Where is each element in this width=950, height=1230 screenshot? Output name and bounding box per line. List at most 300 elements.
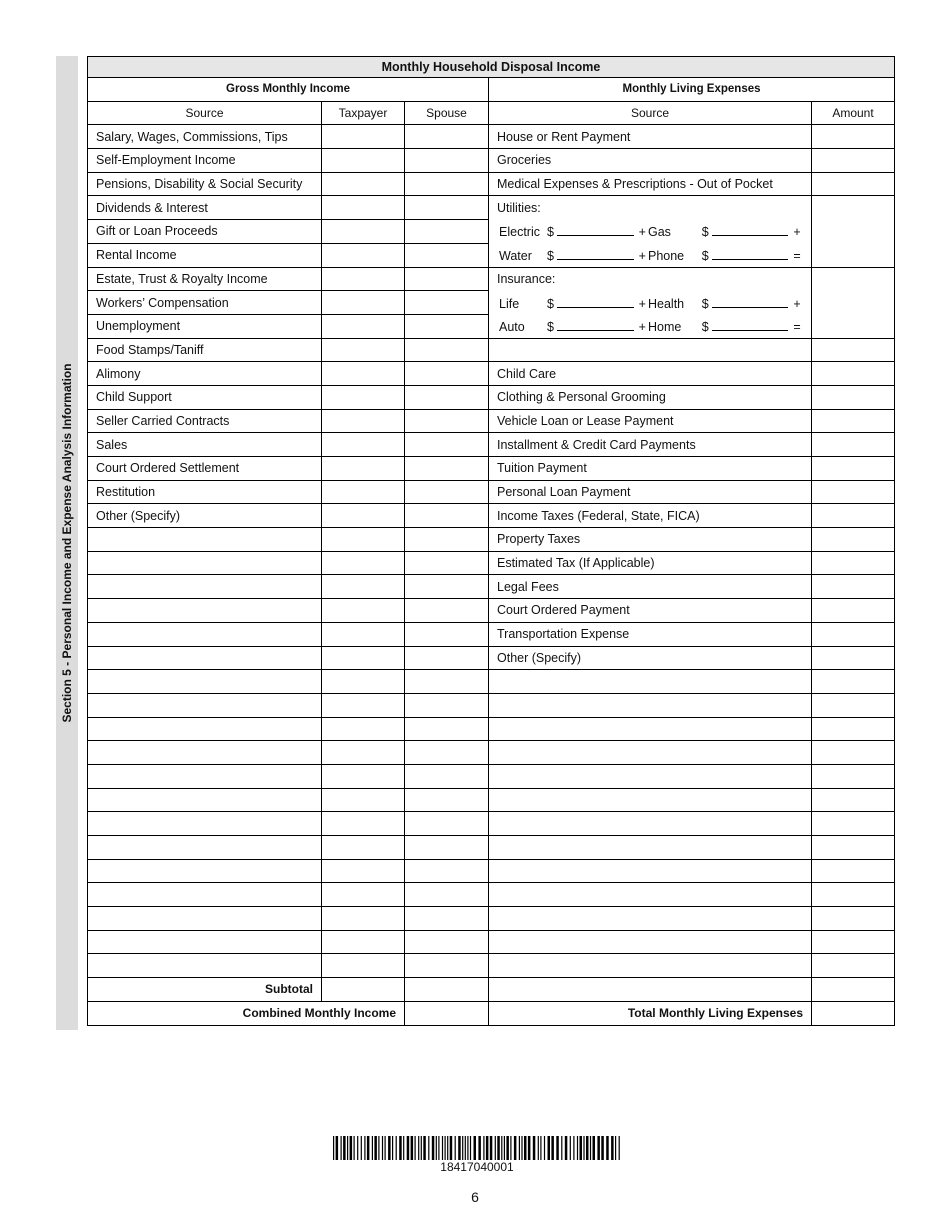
barcode-bar	[411, 1136, 414, 1160]
taxpayer-amount-cell[interactable]	[322, 457, 405, 481]
operator-sign: =	[793, 248, 801, 263]
barcode-bar	[583, 1136, 584, 1160]
spouse-amount-cell[interactable]	[405, 575, 489, 599]
barcode-bar	[447, 1136, 448, 1160]
table-row	[88, 670, 895, 694]
breakdown-label: Phone	[647, 248, 685, 263]
expense-amount-cell[interactable]	[812, 575, 895, 599]
plus-sign: +	[638, 319, 646, 334]
income-source-cell: Salary, Wages, Commissions, Tips	[88, 125, 322, 149]
income-source-cell: Dividends & Interest	[88, 196, 322, 220]
barcode-bar	[606, 1136, 609, 1160]
table-row	[88, 717, 895, 741]
expense-amount-cell[interactable]	[812, 362, 895, 386]
expense-source-cell[interactable]	[489, 883, 812, 907]
income-source-cell[interactable]	[88, 883, 322, 907]
taxpayer-amount-cell[interactable]	[322, 362, 405, 386]
taxpayer-amount-cell[interactable]	[322, 788, 405, 812]
barcode-bar	[521, 1136, 522, 1160]
expense-source-cell: Property Taxes	[489, 528, 812, 552]
spouse-amount-cell[interactable]	[405, 504, 489, 528]
taxpayer-amount-cell[interactable]	[322, 883, 405, 907]
barcode-bar	[455, 1136, 456, 1160]
income-source-cell[interactable]	[88, 907, 322, 931]
barcode-bar	[474, 1136, 477, 1160]
barcode-bar	[432, 1136, 435, 1160]
expense-amount-cell[interactable]	[812, 338, 895, 362]
barcode-bar	[593, 1136, 596, 1160]
expense-breakdown-cell	[489, 243, 812, 267]
barcode-bar	[407, 1136, 410, 1160]
expense-amount-cell[interactable]	[812, 646, 895, 670]
taxpayer-amount-cell[interactable]	[322, 291, 405, 315]
combined-income-cell[interactable]	[405, 1001, 489, 1025]
expense-source-cell[interactable]	[489, 859, 812, 883]
plus-sign: +	[638, 225, 646, 240]
expense-amount-cell[interactable]	[812, 836, 895, 860]
barcode-bar	[374, 1136, 377, 1160]
taxpayer-amount-cell[interactable]	[322, 741, 405, 765]
amount-blank[interactable]	[557, 223, 634, 236]
table-row	[88, 907, 895, 931]
operator-sign: +	[793, 225, 801, 240]
expense-breakdown-line	[497, 318, 803, 334]
expense-amount-cell[interactable]	[812, 670, 895, 694]
amount-blank[interactable]	[557, 295, 634, 308]
operator-sign: =	[793, 319, 801, 334]
table-row	[88, 409, 895, 433]
spouse-amount-cell[interactable]	[405, 433, 489, 457]
expense-breakdown-line	[497, 247, 803, 263]
expense-amount-cell[interactable]	[812, 978, 895, 1002]
spouse-amount-cell[interactable]	[405, 788, 489, 812]
table-row	[88, 693, 895, 717]
spouse-amount-cell[interactable]	[405, 243, 489, 267]
taxpayer-amount-cell[interactable]	[322, 812, 405, 836]
amount-blank[interactable]	[712, 223, 789, 236]
expense-source-cell: Installment & Credit Card Payments	[489, 433, 812, 457]
income-source-cell: Pensions, Disability & Social Security	[88, 172, 322, 196]
taxpayer-amount-cell[interactable]	[322, 409, 405, 433]
barcode-bar	[490, 1136, 493, 1160]
barcode-bar	[418, 1136, 419, 1160]
income-source-cell[interactable]	[88, 812, 322, 836]
income-source-cell[interactable]	[88, 741, 322, 765]
dollar-sign: $	[547, 225, 554, 240]
table-row	[88, 172, 895, 196]
expense-amount-cell[interactable]	[812, 883, 895, 907]
table-row	[88, 954, 895, 978]
expense-source-cell: Medical Expenses & Prescriptions - Out of Pocket	[489, 172, 812, 196]
spouse-amount-cell[interactable]	[405, 291, 489, 315]
amount-blank[interactable]	[557, 247, 634, 260]
barcode-bar	[350, 1136, 353, 1160]
barcode-bar	[514, 1136, 517, 1160]
spouse-amount-cell[interactable]	[405, 220, 489, 244]
spouse-amount-cell[interactable]	[405, 717, 489, 741]
taxpayer-amount-cell[interactable]	[322, 267, 405, 291]
expense-source-cell: Income Taxes (Federal, State, FICA)	[489, 504, 812, 528]
income-source-cell[interactable]	[88, 764, 322, 788]
income-source-cell[interactable]	[88, 859, 322, 883]
section-label: Section 5 - Personal Income and Expense Analysis Information	[60, 363, 74, 723]
table-row	[88, 575, 895, 599]
expense-amount-cell[interactable]	[812, 622, 895, 646]
spouse-amount-cell[interactable]	[405, 480, 489, 504]
taxpayer-amount-cell[interactable]	[322, 599, 405, 623]
taxpayer-amount-cell[interactable]	[322, 314, 405, 338]
taxpayer-amount-cell[interactable]	[322, 836, 405, 860]
amount-blank[interactable]	[712, 295, 789, 308]
income-source-cell[interactable]	[88, 575, 322, 599]
dollar-sign: $	[701, 248, 709, 263]
barcode-bar	[382, 1136, 383, 1160]
expense-amount-cell[interactable]	[812, 457, 895, 481]
spouse-amount-cell[interactable]	[405, 646, 489, 670]
expense-source-cell[interactable]	[489, 670, 812, 694]
dollar-sign: $	[701, 225, 709, 240]
taxpayer-amount-cell[interactable]	[322, 172, 405, 196]
income-source-cell[interactable]	[88, 551, 322, 575]
expense-source-cell[interactable]	[489, 954, 812, 978]
expense-source-cell[interactable]	[489, 978, 812, 1002]
spouse-amount-cell[interactable]	[405, 196, 489, 220]
barcode-bar	[590, 1136, 591, 1160]
income-source-cell[interactable]	[88, 528, 322, 552]
dollar-sign: $	[701, 296, 709, 311]
taxpayer-header: Taxpayer	[322, 101, 405, 125]
table-row	[88, 883, 895, 907]
table-row	[88, 385, 895, 409]
expense-source-header: Source	[489, 101, 812, 125]
expense-source-cell[interactable]	[489, 836, 812, 860]
barcode-bar	[423, 1136, 426, 1160]
barcode-bar	[573, 1136, 574, 1160]
barcode-bar	[580, 1136, 583, 1160]
expense-source-cell: Legal Fees	[489, 575, 812, 599]
income-source-cell: Court Ordered Settlement	[88, 457, 322, 481]
barcode-bar	[577, 1136, 578, 1160]
spouse-amount-cell[interactable]	[405, 267, 489, 291]
expense-amount-cell[interactable]	[812, 812, 895, 836]
taxpayer-amount-cell[interactable]	[322, 385, 405, 409]
subtotal-spouse-cell[interactable]	[405, 978, 489, 1002]
taxpayer-amount-cell[interactable]	[322, 243, 405, 267]
barcode-bar	[538, 1136, 539, 1160]
expense-amount-cell[interactable]	[812, 599, 895, 623]
expense-source-cell[interactable]	[489, 788, 812, 812]
expense-amount-cell[interactable]	[812, 433, 895, 457]
table-row	[88, 859, 895, 883]
taxpayer-amount-cell[interactable]	[322, 338, 405, 362]
dollar-sign: $	[701, 319, 709, 334]
subtotal-taxpayer-cell[interactable]	[322, 978, 405, 1002]
table-row	[88, 812, 895, 836]
taxpayer-amount-cell[interactable]	[322, 622, 405, 646]
income-source-cell: Unemployment	[88, 314, 322, 338]
income-source-cell[interactable]	[88, 717, 322, 741]
spouse-amount-cell[interactable]	[405, 883, 489, 907]
barcode-bar	[551, 1136, 554, 1160]
taxpayer-amount-cell[interactable]	[322, 149, 405, 173]
taxpayer-amount-cell[interactable]	[322, 930, 405, 954]
expense-amount-cell[interactable]	[812, 385, 895, 409]
expense-amount-cell[interactable]	[812, 504, 895, 528]
spouse-amount-cell[interactable]	[405, 362, 489, 386]
expense-breakdown-line	[497, 295, 803, 311]
expense-source-cell[interactable]	[489, 717, 812, 741]
income-source-cell: Self-Employment Income	[88, 149, 322, 173]
total-expenses-label: Total Monthly Living Expenses	[489, 1001, 812, 1025]
expense-source-cell[interactable]	[489, 338, 812, 362]
spouse-amount-cell[interactable]	[405, 599, 489, 623]
barcode-bar	[548, 1136, 551, 1160]
barcode-bar	[396, 1136, 397, 1160]
barcode-bar	[597, 1136, 600, 1160]
taxpayer-amount-cell[interactable]	[322, 504, 405, 528]
taxpayer-amount-cell[interactable]	[322, 528, 405, 552]
dollar-sign: $	[547, 248, 554, 263]
taxpayer-amount-cell[interactable]	[322, 433, 405, 457]
expense-breakdown-line	[497, 223, 803, 239]
spouse-amount-cell[interactable]	[405, 836, 489, 860]
taxpayer-amount-cell[interactable]	[322, 480, 405, 504]
expense-amount-cell[interactable]	[812, 788, 895, 812]
expense-amount-cell[interactable]	[812, 528, 895, 552]
insurance-amount-cell[interactable]	[812, 267, 895, 338]
taxpayer-amount-cell[interactable]	[322, 954, 405, 978]
income-source-cell: Restitution	[88, 480, 322, 504]
barcode-bar	[333, 1136, 334, 1160]
taxpayer-amount-cell[interactable]	[322, 693, 405, 717]
expense-amount-cell[interactable]	[812, 907, 895, 931]
table-row	[88, 362, 895, 386]
household-income-table	[87, 56, 895, 1026]
table-row	[88, 741, 895, 765]
taxpayer-amount-cell[interactable]	[322, 859, 405, 883]
spouse-amount-cell[interactable]	[405, 859, 489, 883]
total-expenses-cell[interactable]	[812, 1001, 895, 1025]
expense-amount-cell[interactable]	[812, 172, 895, 196]
amount-blank[interactable]	[557, 318, 634, 331]
barcode-bar	[497, 1136, 500, 1160]
barcode-bar	[361, 1136, 362, 1160]
breakdown-label: Auto	[499, 319, 525, 334]
spouse-amount-cell[interactable]	[405, 670, 489, 694]
spouse-amount-cell[interactable]	[405, 338, 489, 362]
barcode-bar	[540, 1136, 541, 1160]
barcode-bar	[343, 1136, 346, 1160]
barcode-bar	[392, 1136, 393, 1160]
spouse-amount-cell[interactable]	[405, 764, 489, 788]
taxpayer-amount-cell[interactable]	[322, 907, 405, 931]
spouse-amount-cell[interactable]	[405, 551, 489, 575]
table-row	[88, 125, 895, 149]
barcode-bar	[495, 1136, 496, 1160]
taxpayer-amount-cell[interactable]	[322, 125, 405, 149]
table-row	[88, 149, 895, 173]
expense-source-cell[interactable]	[489, 764, 812, 788]
plus-sign: +	[638, 296, 646, 311]
expense-source-cell[interactable]	[489, 930, 812, 954]
expenses-heading: Monthly Living Expenses	[489, 78, 895, 102]
table-row	[88, 457, 895, 481]
expense-amount-cell[interactable]	[812, 551, 895, 575]
barcode-bar	[544, 1136, 545, 1160]
expense-amount-cell[interactable]	[812, 717, 895, 741]
barcode-bar	[570, 1136, 571, 1160]
income-source-cell[interactable]	[88, 646, 322, 670]
barcode-image	[333, 1136, 621, 1160]
table-row	[88, 528, 895, 552]
spouse-amount-cell[interactable]	[405, 149, 489, 173]
expense-amount-cell[interactable]	[812, 125, 895, 149]
expense-source-cell[interactable]	[489, 812, 812, 836]
subtotal-label: Subtotal	[88, 978, 322, 1002]
taxpayer-amount-cell[interactable]	[322, 551, 405, 575]
income-source-cell[interactable]	[88, 670, 322, 694]
utilities-amount-cell[interactable]	[812, 196, 895, 267]
barcode-bar	[470, 1136, 471, 1160]
table-row	[88, 551, 895, 575]
income-source-cell[interactable]	[88, 954, 322, 978]
barcode-bar	[403, 1136, 404, 1160]
section-sidebar	[56, 56, 78, 1030]
expense-amount-cell[interactable]	[812, 954, 895, 978]
amount-blank[interactable]	[712, 247, 789, 260]
income-source-cell: Food Stamps/Taniff	[88, 338, 322, 362]
expense-source-cell: Child Care	[489, 362, 812, 386]
barcode-bar	[415, 1136, 416, 1160]
spouse-amount-cell[interactable]	[405, 812, 489, 836]
barcode-bar	[506, 1136, 509, 1160]
table-row	[88, 646, 895, 670]
expense-amount-cell[interactable]	[812, 480, 895, 504]
table-row	[88, 1001, 895, 1025]
spouse-amount-cell[interactable]	[405, 314, 489, 338]
barcode-bar	[565, 1136, 568, 1160]
taxpayer-amount-cell[interactable]	[322, 220, 405, 244]
barcode-bar	[445, 1136, 446, 1160]
table-row	[88, 314, 895, 338]
table-title: Monthly Household Disposal Income	[88, 57, 895, 78]
expense-amount-cell[interactable]	[812, 930, 895, 954]
taxpayer-amount-cell[interactable]	[322, 646, 405, 670]
table-row	[88, 220, 895, 244]
spouse-amount-cell[interactable]	[405, 622, 489, 646]
dollar-sign: $	[547, 296, 554, 311]
table-row	[88, 267, 895, 291]
expense-amount-cell[interactable]	[812, 149, 895, 173]
income-source-header: Source	[88, 101, 322, 125]
income-source-cell: Other (Specify)	[88, 504, 322, 528]
barcode-bar	[354, 1136, 355, 1160]
expense-source-cell: Other (Specify)	[489, 646, 812, 670]
table-row	[88, 599, 895, 623]
income-source-cell[interactable]	[88, 836, 322, 860]
breakdown-label: Health	[647, 296, 685, 311]
spouse-amount-cell[interactable]	[405, 930, 489, 954]
spouse-amount-cell[interactable]	[405, 528, 489, 552]
taxpayer-amount-cell[interactable]	[322, 670, 405, 694]
barcode-bar	[367, 1136, 370, 1160]
barcode-bar	[436, 1136, 437, 1160]
income-source-cell[interactable]	[88, 693, 322, 717]
barcode-bar	[586, 1136, 589, 1160]
barcode-bar	[467, 1136, 468, 1160]
table-row	[88, 836, 895, 860]
table-row	[88, 788, 895, 812]
spouse-amount-cell[interactable]	[405, 741, 489, 765]
combined-income-label: Combined Monthly Income	[88, 1001, 405, 1025]
breakdown-label: Gas	[647, 225, 671, 240]
expense-amount-cell[interactable]	[812, 409, 895, 433]
spouse-amount-cell[interactable]	[405, 457, 489, 481]
barcode-bar	[378, 1136, 379, 1160]
barcode-bar	[524, 1136, 527, 1160]
table-row	[88, 480, 895, 504]
table-row	[88, 622, 895, 646]
barcode-bar	[357, 1136, 358, 1160]
income-source-cell: Child Support	[88, 385, 322, 409]
spouse-amount-cell[interactable]	[405, 172, 489, 196]
amount-header: Amount	[812, 101, 895, 125]
expense-source-cell[interactable]	[489, 693, 812, 717]
taxpayer-amount-cell[interactable]	[322, 196, 405, 220]
spouse-amount-cell[interactable]	[405, 385, 489, 409]
taxpayer-amount-cell[interactable]	[322, 575, 405, 599]
income-source-cell: Alimony	[88, 362, 322, 386]
page-number: 6	[471, 1189, 479, 1205]
income-source-cell[interactable]	[88, 788, 322, 812]
barcode-bar	[442, 1136, 443, 1160]
taxpayer-amount-cell[interactable]	[322, 764, 405, 788]
table-row	[88, 196, 895, 220]
taxpayer-amount-cell[interactable]	[322, 717, 405, 741]
income-heading: Gross Monthly Income	[88, 78, 489, 102]
expense-source-cell: Tuition Payment	[489, 457, 812, 481]
barcode-bar	[519, 1136, 520, 1160]
expense-amount-cell[interactable]	[812, 764, 895, 788]
plus-sign: +	[638, 248, 646, 263]
table-row	[88, 978, 895, 1002]
spouse-amount-cell[interactable]	[405, 954, 489, 978]
income-source-cell: Gift or Loan Proceeds	[88, 220, 322, 244]
spouse-amount-cell[interactable]	[405, 693, 489, 717]
barcode-bar	[510, 1136, 511, 1160]
expense-source-cell[interactable]	[489, 907, 812, 931]
amount-blank[interactable]	[712, 318, 789, 331]
income-source-cell[interactable]	[88, 622, 322, 646]
table-row	[88, 433, 895, 457]
expense-source-cell: Personal Loan Payment	[489, 480, 812, 504]
spouse-amount-cell[interactable]	[405, 907, 489, 931]
barcode-bar	[341, 1136, 342, 1160]
barcode-bar	[372, 1136, 373, 1160]
expense-amount-cell[interactable]	[812, 741, 895, 765]
barcode-bar	[615, 1136, 616, 1160]
barcode-bar	[458, 1136, 461, 1160]
income-source-cell[interactable]	[88, 930, 322, 954]
expense-source-cell[interactable]	[489, 741, 812, 765]
table-row	[88, 338, 895, 362]
spouse-amount-cell[interactable]	[405, 125, 489, 149]
expense-amount-cell[interactable]	[812, 693, 895, 717]
spouse-amount-cell[interactable]	[405, 409, 489, 433]
expense-amount-cell[interactable]	[812, 859, 895, 883]
income-source-cell[interactable]	[88, 599, 322, 623]
barcode-bar	[556, 1136, 559, 1160]
